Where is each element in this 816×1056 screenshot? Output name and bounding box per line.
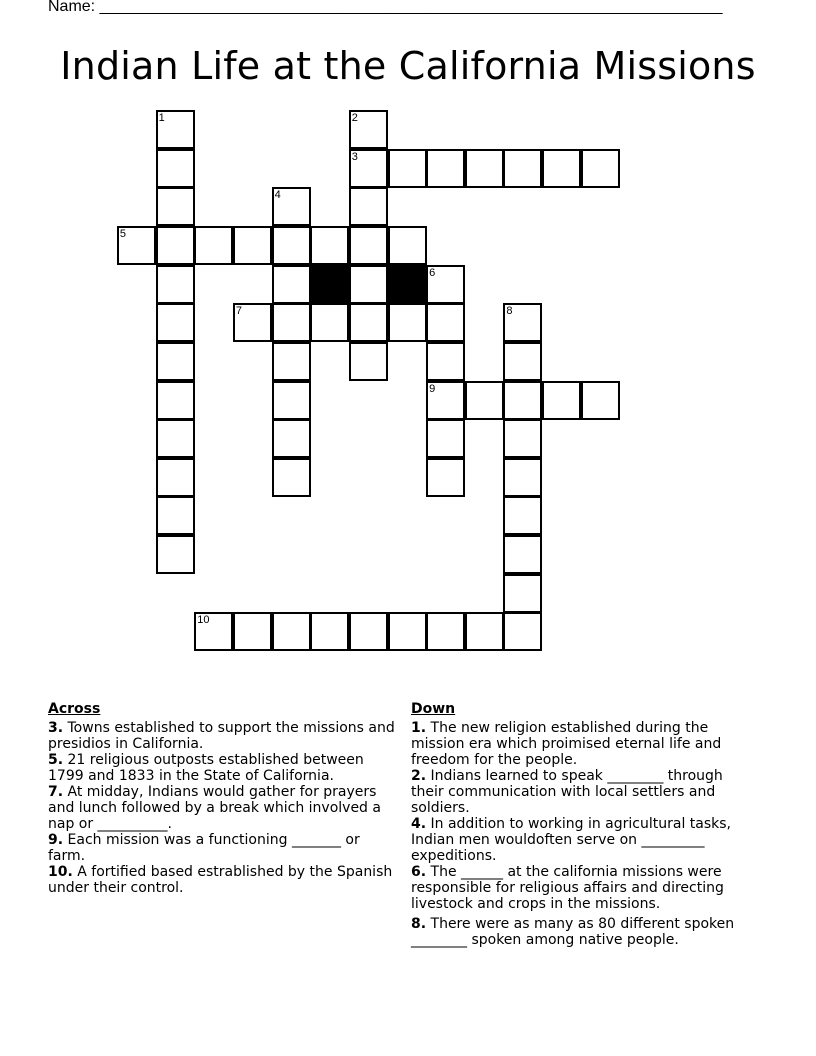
answer-cell[interactable] xyxy=(388,149,427,188)
answer-cell[interactable] xyxy=(542,149,581,188)
clue-text: Indians learned to speak ________ through their communication with local settlers and soldiers. xyxy=(411,768,723,816)
clue-number-label: 5. xyxy=(48,752,64,768)
across-heading: Across xyxy=(48,701,101,717)
answer-cell[interactable] xyxy=(156,381,195,420)
clue-number: 2 xyxy=(351,111,358,124)
answer-cell[interactable] xyxy=(233,612,272,651)
clue-number-label: 10. xyxy=(48,864,73,880)
answer-cell[interactable] xyxy=(581,381,620,420)
answer-cell[interactable] xyxy=(349,149,388,188)
answer-cell[interactable] xyxy=(156,342,195,381)
clue-number: 1 xyxy=(158,111,165,124)
clue-text: The ______ at the california missions were responsible for religious affairs and directing livestock and crops in the missions. xyxy=(411,864,724,912)
black-square xyxy=(388,265,427,304)
answer-cell[interactable] xyxy=(388,226,427,265)
answer-cell[interactable] xyxy=(272,419,311,458)
answer-cell[interactable] xyxy=(156,419,195,458)
down-clue xyxy=(411,768,756,816)
answer-cell[interactable] xyxy=(156,303,195,342)
answer-cell[interactable] xyxy=(426,149,465,188)
down-clue xyxy=(411,916,756,948)
answer-cell[interactable] xyxy=(349,226,388,265)
clue-number-label: 6. xyxy=(411,864,427,880)
across-clue-list xyxy=(48,720,398,896)
answer-cell[interactable] xyxy=(233,226,272,265)
answer-cell[interactable] xyxy=(272,303,311,342)
down-clue xyxy=(411,720,756,768)
answer-cell[interactable] xyxy=(156,535,195,574)
clue-text: At midday, Indians would gather for prayers and lunch followed by a break which involved a nap or __________. xyxy=(48,784,381,832)
clue-number: 4 xyxy=(274,189,281,202)
answer-cell[interactable] xyxy=(426,265,465,304)
answer-cell[interactable] xyxy=(194,612,233,651)
answer-cell[interactable] xyxy=(156,226,195,265)
answer-cell[interactable] xyxy=(503,419,542,458)
across-clue xyxy=(48,720,398,752)
answer-cell[interactable] xyxy=(465,149,504,188)
across-clue xyxy=(48,784,398,832)
down-clue xyxy=(411,816,756,864)
clue-text: A fortified based estrablished by the Spanish under their control. xyxy=(48,864,393,896)
across-clue xyxy=(48,864,398,896)
answer-cell[interactable] xyxy=(426,612,465,651)
answer-cell[interactable] xyxy=(388,612,427,651)
answer-cell[interactable] xyxy=(465,612,504,651)
black-square xyxy=(310,265,349,304)
answer-cell[interactable] xyxy=(503,381,542,420)
answer-cell[interactable] xyxy=(272,342,311,381)
clue-number-label: 8. xyxy=(411,916,427,932)
answer-cell[interactable] xyxy=(272,458,311,497)
answer-cell[interactable] xyxy=(272,381,311,420)
answer-cell[interactable] xyxy=(272,226,311,265)
answer-cell[interactable] xyxy=(272,612,311,651)
clue-text: In addition to working in agricultural tasks, Indian men wouldoften serve on _________ expeditions. xyxy=(411,816,731,864)
answer-cell[interactable] xyxy=(349,303,388,342)
answer-cell[interactable] xyxy=(503,612,542,651)
answer-cell[interactable] xyxy=(156,110,195,149)
answer-cell[interactable] xyxy=(310,226,349,265)
answer-cell[interactable] xyxy=(310,303,349,342)
clue-number-label: 4. xyxy=(411,816,427,832)
clue-number: 3 xyxy=(351,150,358,163)
clue-number-label: 1. xyxy=(411,720,427,736)
clue-text: 21 religious outposts established between 1799 and 1833 in the State of California. xyxy=(48,752,364,784)
answer-cell[interactable] xyxy=(349,265,388,304)
answer-cell[interactable] xyxy=(349,612,388,651)
clue-number-label: 3. xyxy=(48,720,64,736)
answer-cell[interactable] xyxy=(233,303,272,342)
clue-text: Each mission was a functioning _______ or farm. xyxy=(48,832,360,864)
answer-cell[interactable] xyxy=(156,496,195,535)
answer-cell[interactable] xyxy=(349,187,388,226)
answer-cell[interactable] xyxy=(426,419,465,458)
down-heading: Down xyxy=(411,701,456,717)
answer-cell[interactable] xyxy=(426,381,465,420)
answer-cell[interactable] xyxy=(503,303,542,342)
clue-text: There were as many as 80 different spoken ________ spoken among native people. xyxy=(411,916,735,948)
clue-number: 6 xyxy=(429,266,436,279)
clue-number: 8 xyxy=(506,305,513,318)
answer-cell[interactable] xyxy=(388,303,427,342)
answer-cell[interactable] xyxy=(310,612,349,651)
clue-number: 5 xyxy=(119,227,127,240)
down-clues xyxy=(411,701,756,948)
answer-cell[interactable] xyxy=(156,265,195,304)
answer-cell[interactable] xyxy=(426,303,465,342)
page-title: Indian Life at the California Missions xyxy=(60,44,756,88)
down-clue-list xyxy=(411,720,756,948)
answer-cell[interactable] xyxy=(503,574,542,613)
answer-cell[interactable] xyxy=(465,381,504,420)
clue-number-label: 9. xyxy=(48,832,64,848)
answer-cell[interactable] xyxy=(349,342,388,381)
answer-cell[interactable] xyxy=(156,187,195,226)
answer-cell[interactable] xyxy=(503,149,542,188)
answer-cell[interactable] xyxy=(426,342,465,381)
clue-number: 10 xyxy=(197,614,210,627)
down-clue xyxy=(411,864,756,912)
answer-cell[interactable] xyxy=(503,458,542,497)
clue-text: Towns established to support the missions and presidios in California. xyxy=(48,720,395,752)
answer-cell[interactable] xyxy=(349,110,388,149)
answer-cell[interactable] xyxy=(426,458,465,497)
clue-number-label: 7. xyxy=(48,784,64,800)
name-field-line[interactable]: Name: ______________________________________________________________________ xyxy=(48,0,723,15)
answer-cell[interactable] xyxy=(503,496,542,535)
clue-number: 9 xyxy=(429,382,436,395)
answer-cell[interactable] xyxy=(194,226,233,265)
clue-number-label: 2. xyxy=(411,768,427,784)
clue-number: 7 xyxy=(235,305,243,318)
across-clue xyxy=(48,752,398,784)
answer-cell[interactable] xyxy=(156,458,195,497)
answer-cell[interactable] xyxy=(272,187,311,226)
clue-text: The new religion established during the mission era which proimised eternal life and freedom for the people. xyxy=(411,720,722,768)
answer-cell[interactable] xyxy=(503,342,542,381)
across-clue xyxy=(48,832,398,864)
answer-cell[interactable] xyxy=(542,381,581,420)
answer-cell[interactable] xyxy=(581,149,620,188)
answer-cell[interactable] xyxy=(156,149,195,188)
across-clues xyxy=(48,701,398,896)
answer-cell[interactable] xyxy=(272,265,311,304)
answer-cell[interactable] xyxy=(117,226,156,265)
answer-cell[interactable] xyxy=(503,535,542,574)
